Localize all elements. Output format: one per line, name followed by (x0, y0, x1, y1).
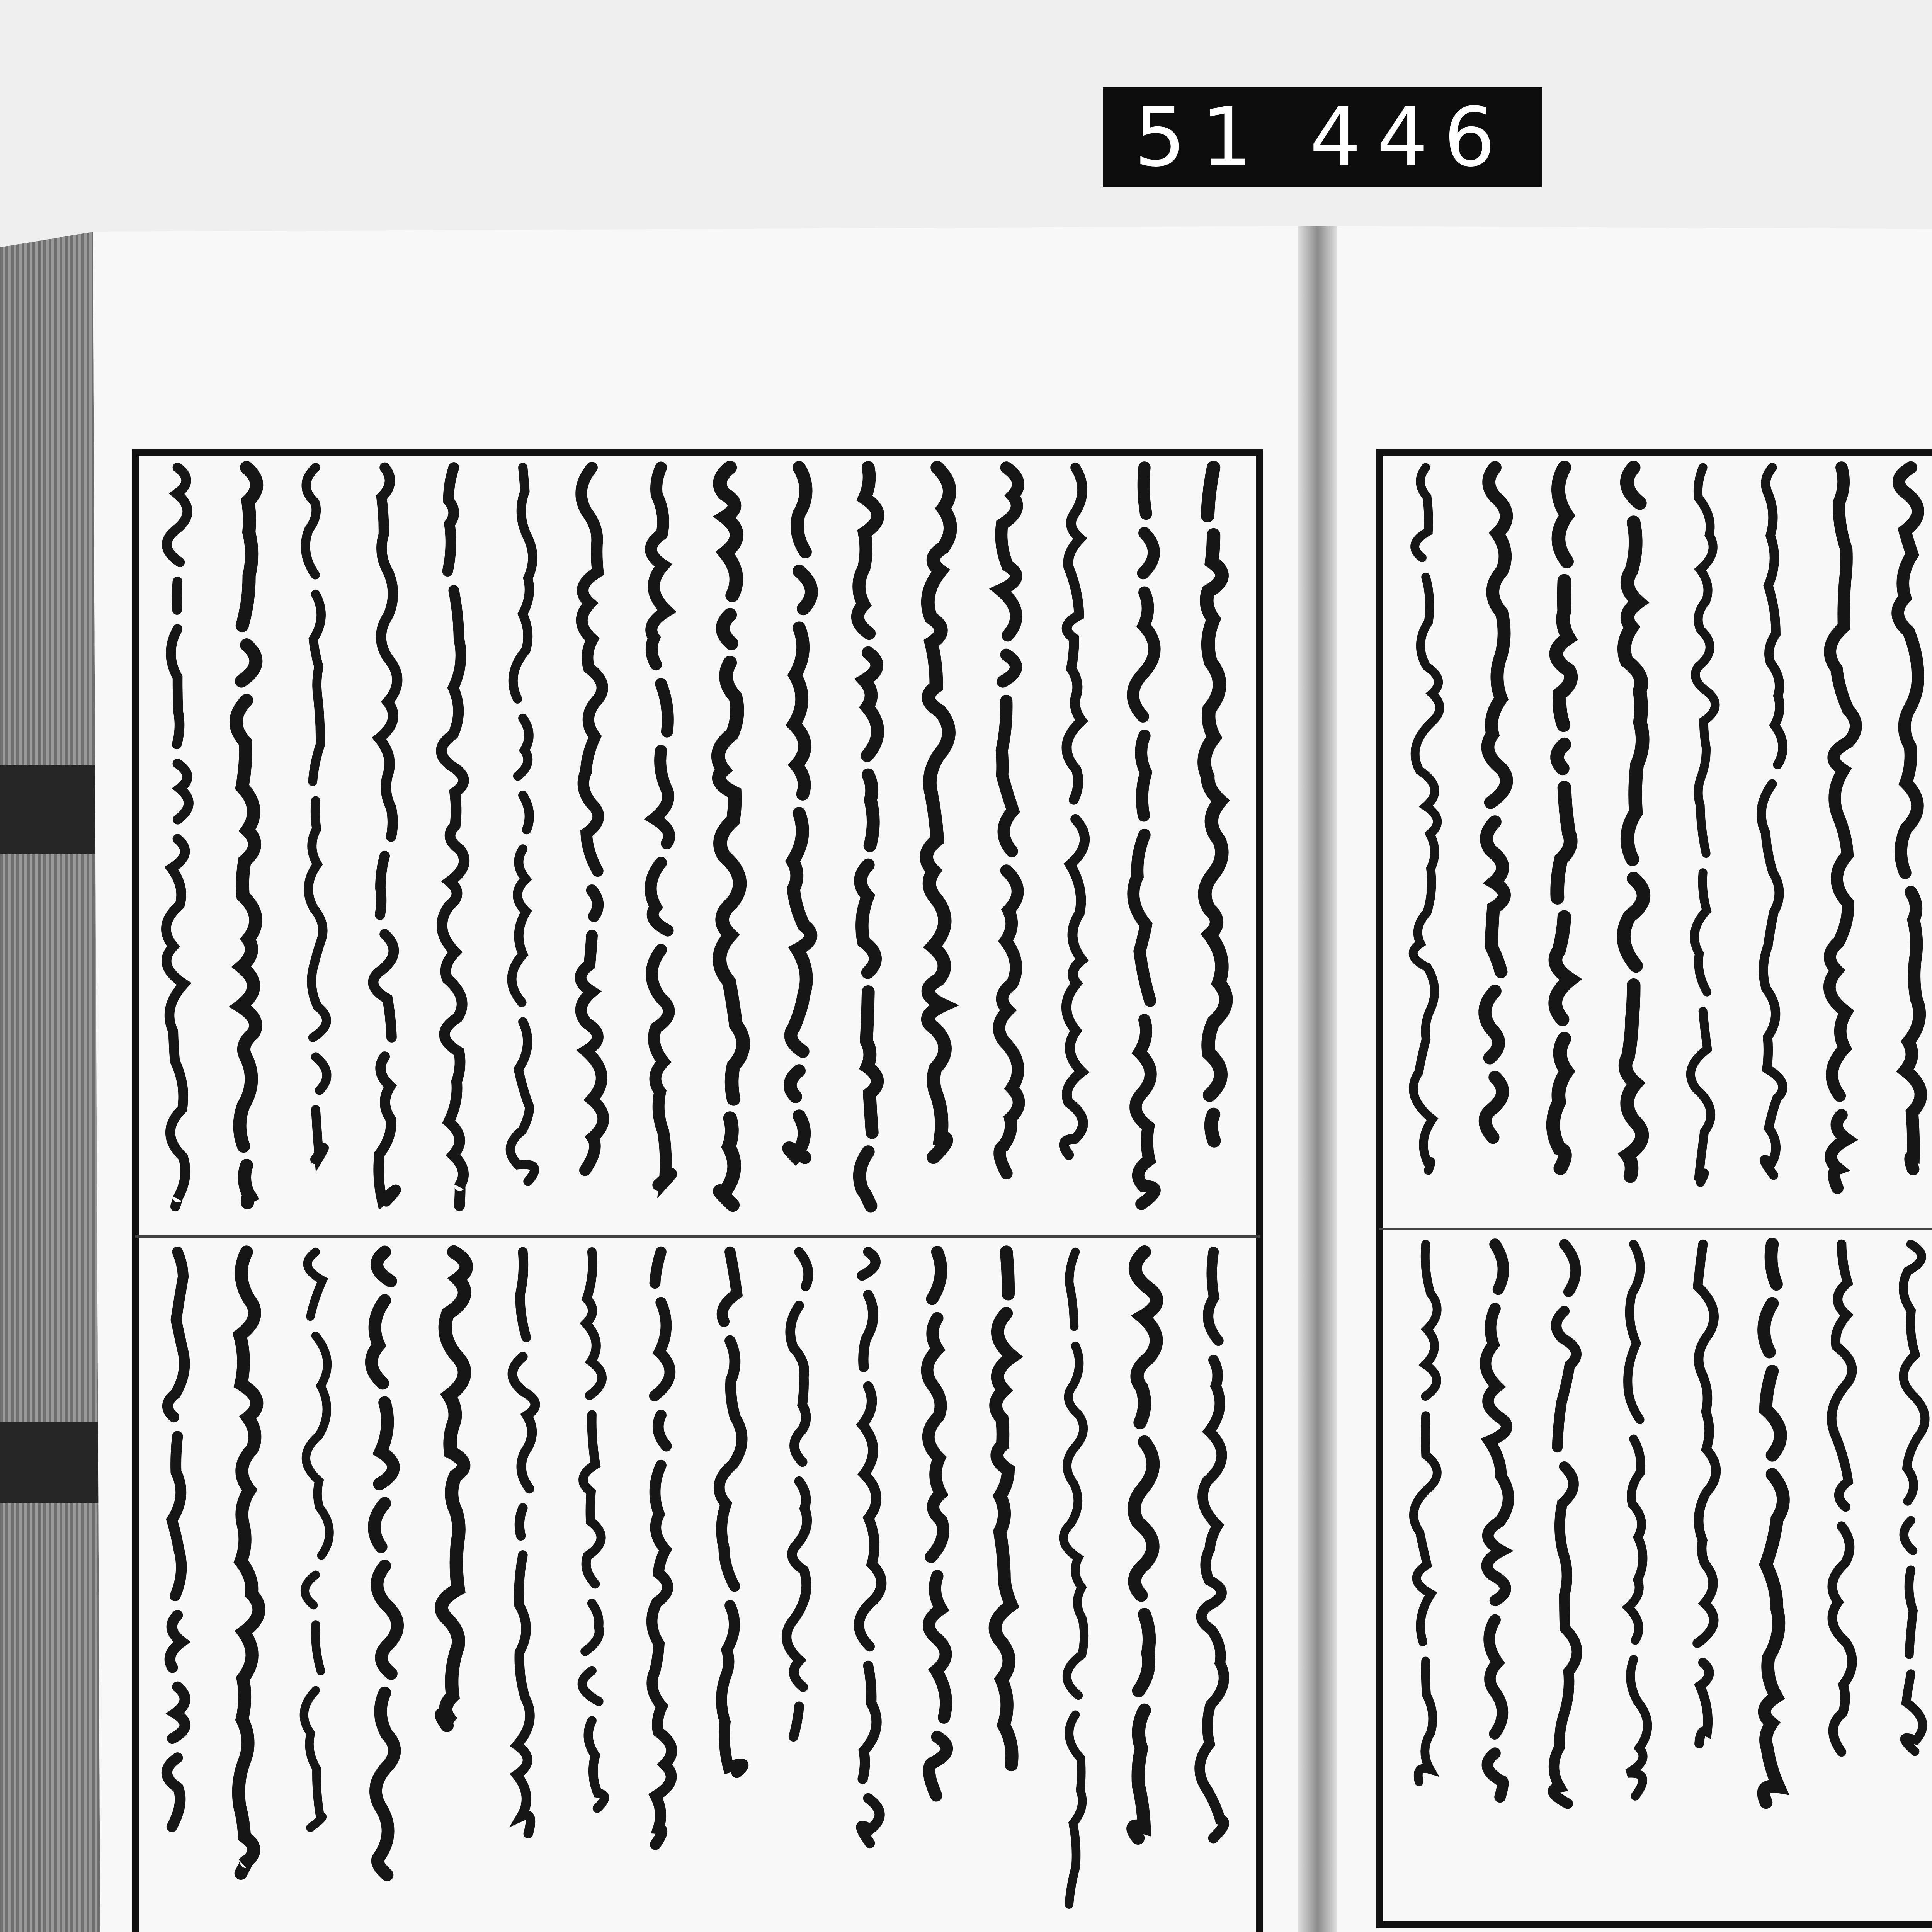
call-number-label (1103, 87, 1542, 187)
left-fore-edge (0, 232, 100, 1932)
call-number-text: 51 446 (1134, 90, 1511, 185)
left-page (93, 226, 1306, 1932)
gutter (1298, 226, 1337, 1932)
